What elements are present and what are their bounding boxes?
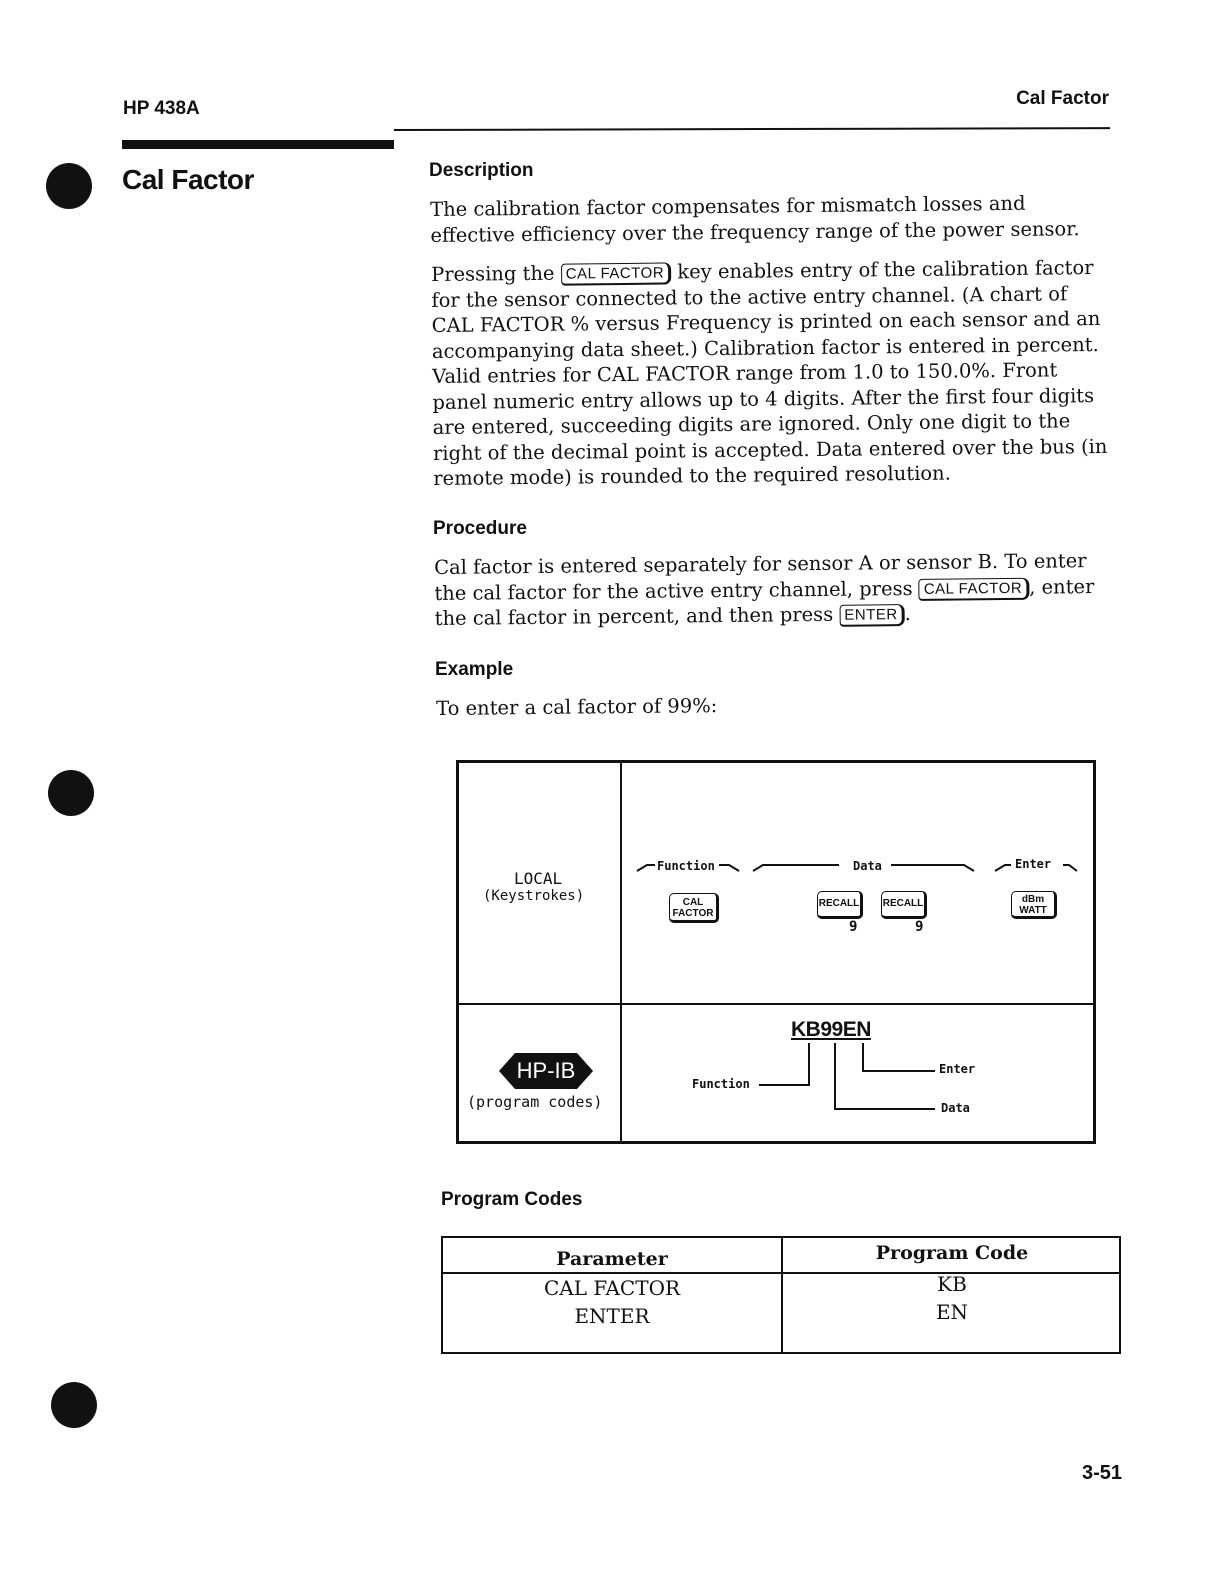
cal-factor-key: CAL FACTOR: [919, 577, 1030, 600]
table-cell: KB: [937, 1272, 967, 1296]
program-codes-table: [441, 1236, 1121, 1354]
section-title: Cal Factor: [122, 164, 254, 195]
program-codes-heading: Program Codes: [441, 1189, 583, 1210]
local-label: LOCAL: [514, 869, 563, 888]
hpib-label: HP-IB: [516, 1058, 576, 1083]
program-code-string: KB99EN: [791, 1018, 871, 1041]
procedure-text: Cal factor is entered separately for sensor A or sensor B. To enter the cal factor for the active entry channel, press: [434, 549, 1087, 605]
key-label: WATT: [1019, 905, 1047, 916]
recall-key: RECALL: [881, 891, 927, 919]
table-cell: EN: [935, 1300, 969, 1324]
procedure-text: .: [904, 602, 911, 626]
header-model: HP 438A: [123, 98, 200, 119]
cal-factor-key: CAL FACTOR: [561, 262, 672, 285]
example-diagram: [456, 760, 1096, 1144]
recall-digit: 9: [915, 919, 924, 935]
recall-digit: 9: [849, 919, 858, 935]
page-number: 3-51: [1082, 1462, 1123, 1484]
diagram-divider: [459, 1003, 1093, 1005]
example-intro: To enter a cal factor of 99%:: [436, 694, 718, 720]
program-codes-sublabel: (program codes): [467, 1093, 603, 1111]
procedure-paragraph: [434, 548, 1115, 632]
table-cell: ENTER: [574, 1304, 650, 1328]
key-label: dBm: [1021, 894, 1045, 905]
example-heading: Example: [435, 659, 514, 680]
dbm-watt-key: [1011, 891, 1057, 919]
procedure-text: , enter the cal factor in percent, and then press: [434, 574, 1095, 630]
header-topic: Cal Factor: [1016, 88, 1109, 109]
binder-hole: [48, 770, 94, 816]
description-heading: Description: [429, 160, 534, 181]
description-text: Pressing the: [431, 261, 555, 286]
column-header: Program Code: [875, 1242, 1029, 1264]
description-text: key enables entry of the calibration factor for the sensor connected to the active entry channel. (A chart of CAL FACTOR % versus Frequency is printed on each sensor and an accompanying data sheet.) Calibration factor is entered in percent. Valid entries for CAL FACTOR range from 1.0 to 150.0%. Front panel numeric entry allows up to 4 digits. After the first four digits are entered, succeeding digits are ignored. Only one digit to the right of the decimal point is accepted. Data entered over the bus (in remote mode) is rounded to the required resolution.: [431, 256, 1108, 490]
header-rule-thin: [394, 127, 1110, 131]
key-label: CAL: [682, 897, 704, 908]
enter-bracket-label: Enter: [1015, 857, 1052, 871]
header-rule-thick: [122, 140, 394, 149]
recall-key: RECALL: [817, 891, 863, 919]
data-bracket-label: Data: [853, 859, 882, 873]
binder-hole: [51, 1382, 97, 1428]
function-bracket-label: Function: [657, 859, 715, 873]
local-sublabel: (Keystrokes): [483, 888, 585, 904]
enter-key: ENTER: [839, 604, 905, 627]
column-header: Parameter: [556, 1248, 668, 1270]
code-function-label: Function: [692, 1077, 750, 1091]
procedure-heading: Procedure: [433, 518, 527, 539]
description-paragraph-1: The calibration factor compensates for mismatch losses and effective efficiency over the frequency range of the power sensor.: [430, 191, 1080, 247]
description-paragraph-2: [431, 255, 1113, 492]
table-cell: CAL FACTOR: [543, 1276, 681, 1300]
cal-factor-front-panel-key: [669, 893, 719, 923]
diagram-divider: [620, 763, 622, 1141]
key-label: FACTOR: [672, 908, 714, 919]
code-data-label: Data: [941, 1101, 970, 1115]
binder-hole: [46, 163, 92, 209]
code-enter-label: Enter: [939, 1062, 976, 1076]
